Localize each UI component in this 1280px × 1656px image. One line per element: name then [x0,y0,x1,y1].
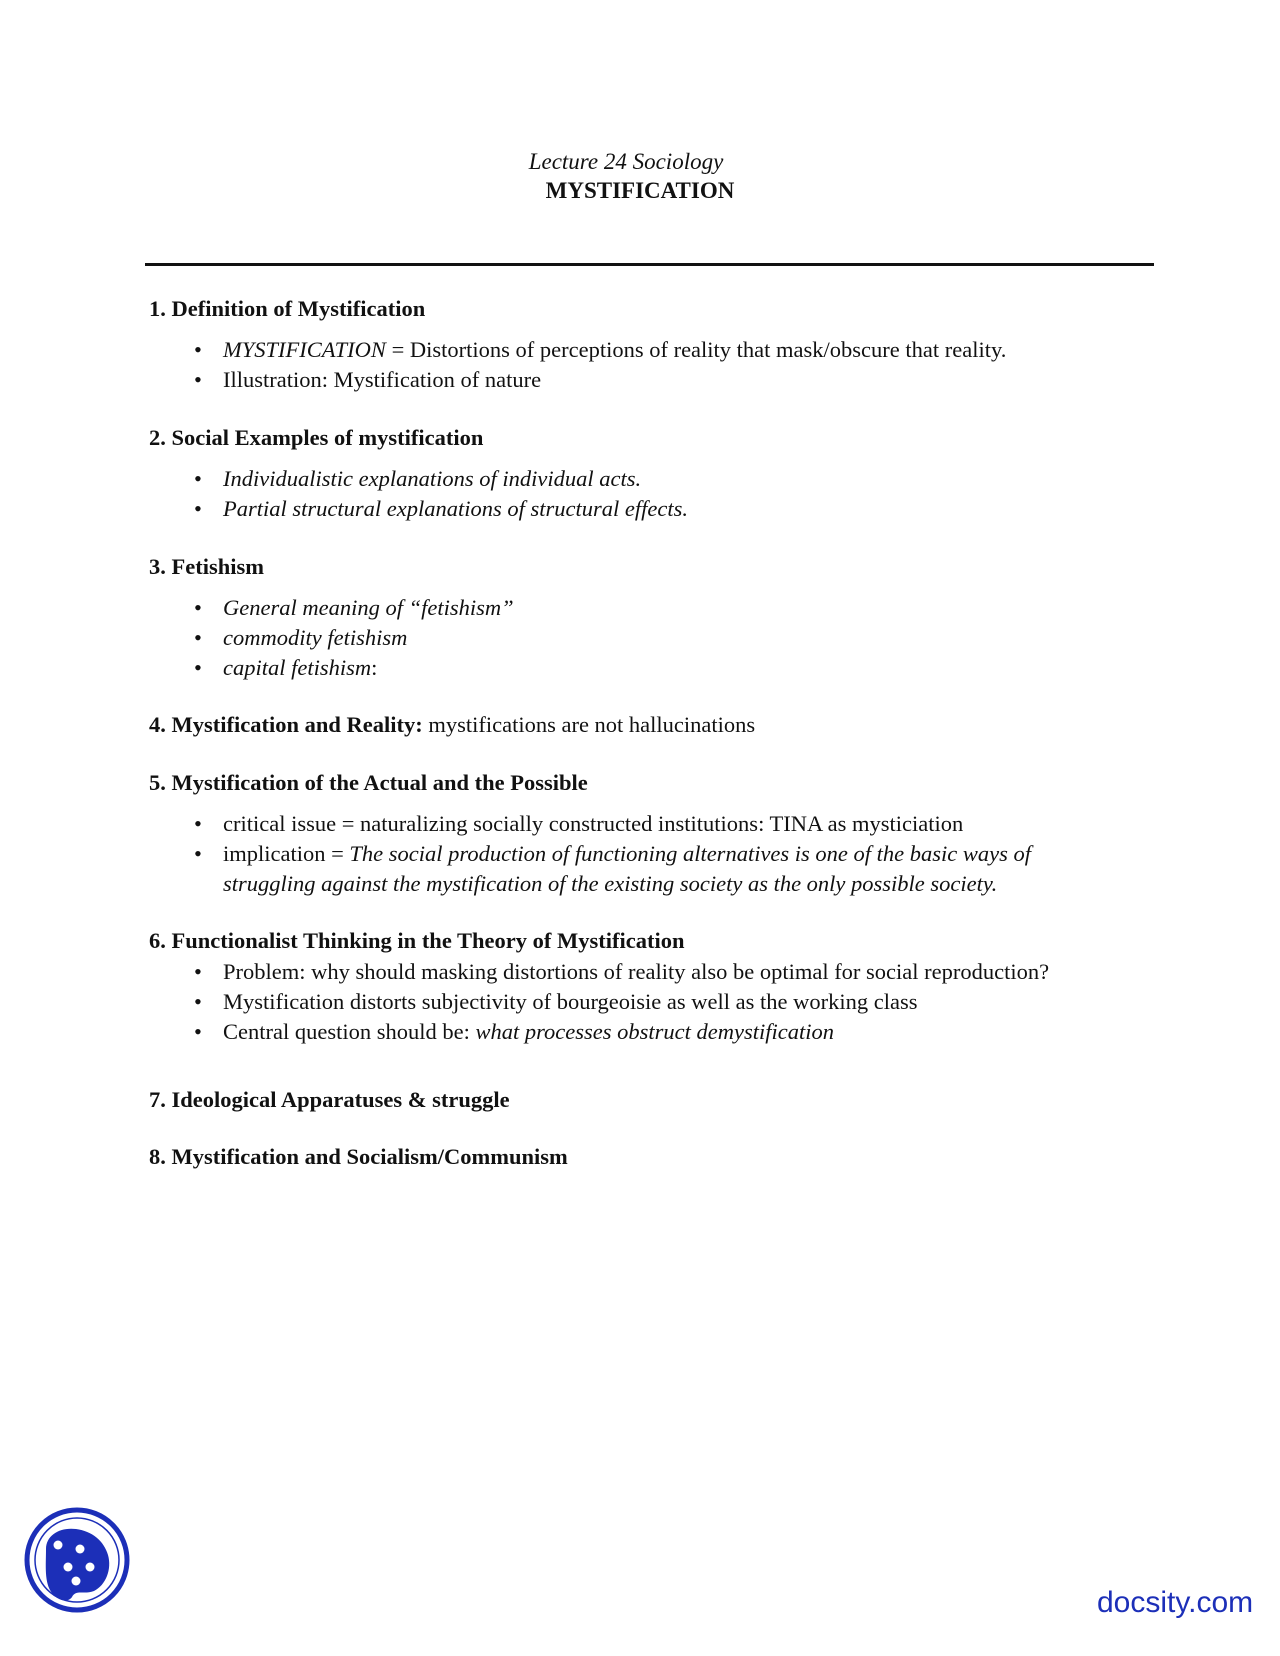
item-text: The social production of functioning alternatives is one of the basic ways of [349,841,1032,866]
bullet-icon: • [194,1019,202,1044]
document-title: MYSTIFICATION [545,178,735,203]
list-item [149,1017,1159,1047]
footer-brand-link[interactable]: docsity.com [1097,1586,1254,1619]
bullet-list [149,464,1159,524]
docsity-logo-icon [22,1505,132,1615]
list-item [149,623,1159,653]
section-heading: 6. Functionalist Thinking in the Theory of Mystification [149,928,685,953]
bullet-icon: • [194,959,202,984]
section-heading: 1. Definition of Mystification [149,296,426,321]
item-text-continued: struggling against the mystification of the existing society as the only possible society. [223,871,998,896]
title-divider [145,263,1154,266]
item-prefix: Central question should be: [223,1019,476,1044]
item-text: Mystification distorts subjectivity of bourgeoisie as well as the working class [223,989,918,1014]
bullet-icon: • [194,811,202,836]
list-item [149,464,1159,494]
lecture-label: Lecture 24 Sociology [528,149,724,174]
bullet-list [149,335,1159,395]
bullet-icon: • [194,496,202,521]
section-heading: 8. Mystification and Socialism/Communism [149,1144,568,1169]
item-suffix: : [371,655,378,680]
section-mystification-reality [149,711,1159,739]
item-prefix: implication = [223,841,350,866]
section-heading: 5. Mystification of the Actual and the Possible [149,770,588,795]
bullet-list [149,809,1159,899]
section-social-examples [149,424,1159,524]
item-text: critical issue = naturalizing socially constructed institutions: TINA as mysticiation [223,811,964,836]
heading-rest: mystifications are not hallucinations [422,712,756,737]
item-text: capital fetishism [223,655,372,680]
bullet-icon: • [194,655,202,680]
bullet-list [149,593,1159,683]
bullet-icon: • [194,595,202,620]
list-item [149,593,1159,623]
section-heading: 3. Fetishism [149,554,264,579]
section-heading: 4. Mystification and Reality: mystifications are not hallucinations [149,712,756,737]
item-text: General meaning of “fetishism” [223,595,514,620]
bullet-icon: • [194,466,202,491]
bullet-icon: • [194,841,202,866]
list-item [149,809,1159,839]
bullet-list [149,957,1159,1047]
section-socialism-communism [149,1143,1159,1171]
item-text: commodity fetishism [223,625,408,650]
section-actual-possible [149,769,1159,899]
item-text: Partial structural explanations of structural effects. [223,496,688,521]
item-text: Individualistic explanations of individual acts. [223,466,642,491]
section-ideological-apparatuses [149,1086,1159,1114]
list-item [149,494,1159,524]
document-header [0,148,1280,206]
term: MYSTIFICATION [223,337,386,362]
section-heading: 2. Social Examples of mystification [149,425,484,450]
list-item [149,335,1159,365]
section-heading: 7. Ideological Apparatuses & struggle [149,1087,510,1112]
section-definition [149,295,1159,395]
list-item [149,839,1159,899]
item-text: what processes obstruct demystification [475,1019,834,1044]
bullet-icon: • [194,337,202,362]
item-text: Illustration: Mystification of nature [223,367,542,392]
list-item [149,957,1159,987]
section-fetishism [149,553,1159,683]
list-item [149,653,1159,683]
list-item [149,987,1159,1017]
item-text: Problem: why should masking distortions of reality also be optimal for social reproduction? [223,959,1050,984]
bullet-icon: • [194,625,202,650]
item-text: = Distortions of perceptions of reality that mask/obscure that reality. [385,337,1007,362]
bullet-icon: • [194,989,202,1014]
bullet-icon: • [194,367,202,392]
section-functionalist-thinking [149,927,1159,1047]
list-item [149,365,1159,395]
